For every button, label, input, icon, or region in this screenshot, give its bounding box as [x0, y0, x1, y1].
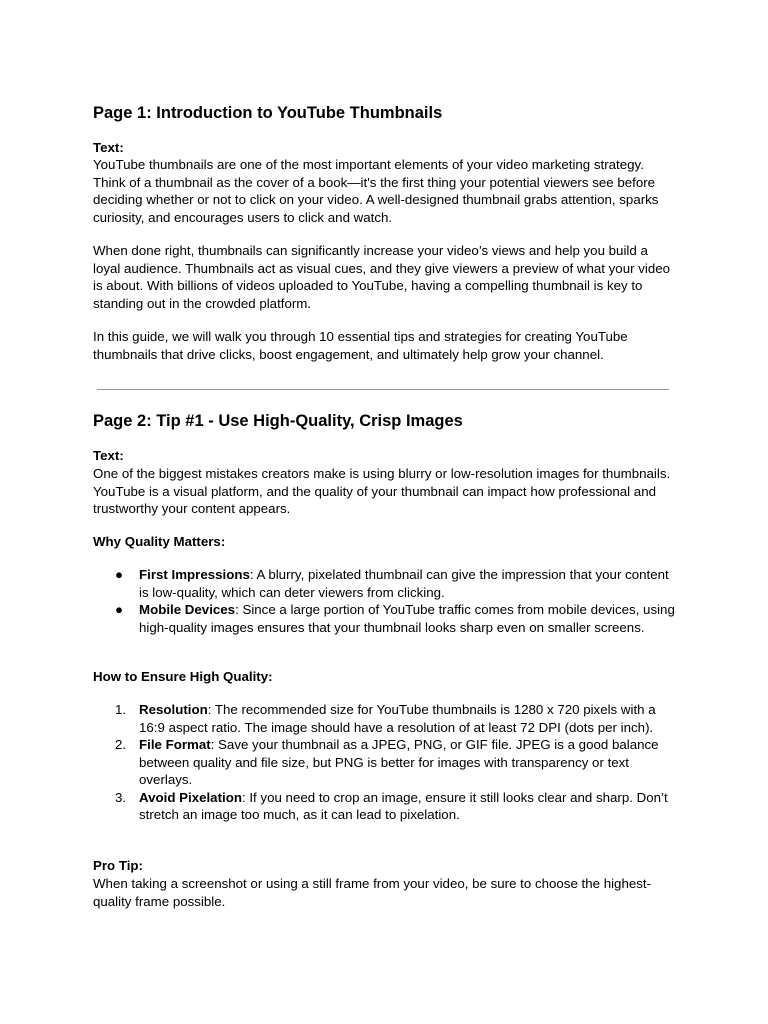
section2-intro: One of the biggest mistakes creators make is using blurry or low-resolution images for thumbnails. YouTube is a visual platform, and the quality of your thumbnail can impact how professional and trustworthy your content appears.: [93, 466, 671, 516]
bullet-marker: ●: [115, 602, 124, 617]
section1-paragraph-1: YouTube thumbnails are one of the most important elements of your video marketing strategy. Think of a thumbnail as the cover of a book—it's the first thing your potential viewers see before deciding whether or not to click on your video. A well-designed thumbnail grabs attention, sparks curiosity, and encourages users to click and watch.: [93, 157, 659, 225]
section1-heading: Page 1: Introduction to YouTube Thumbnails: [93, 104, 443, 122]
pro-tip-text: When taking a screenshot or using a still frame from your video, be sure to choose the highest-quality frame possible.: [93, 876, 652, 909]
section2-text-label: Text:: [93, 448, 124, 463]
step-number: 1.: [115, 702, 127, 717]
list-item: [93, 736, 678, 789]
list-item: [93, 789, 678, 824]
bullet-term: Mobile Devices: [139, 602, 236, 617]
step-term: Avoid Pixelation: [139, 789, 242, 805]
bullet-text: : A blurry, pixelated thumbnail can give the impression that your content is low-quality, which can deter viewers from clicking.: [139, 567, 669, 600]
quality-steps-list: [93, 701, 678, 824]
section1-paragraph-2: When done right, thumbnails can significantly increase your video’s views and help you build a loyal audience. Thumbnails act as visual cues, and they give viewers a preview of what your video is about. With billions of videos uploaded to YouTube, having a compelling thumbnail is key to standing out in the crowded platform.: [93, 243, 670, 311]
section1-paragraph-3: In this guide, we will walk you through 10 essential tips and strategies for creating YouTube thumbnails that drive clicks, boost engagement, and ultimately help grow your channel.: [93, 329, 628, 362]
section1-text-label: Text:: [93, 140, 124, 155]
step-term: File Format: [139, 737, 211, 752]
section-divider: [97, 389, 669, 390]
step-text: : Save your thumbnail as a JPEG, PNG, or GIF file. JPEG is a good balance between quality and file size, but PNG is better for images with transparency or text overlays.: [139, 737, 659, 787]
quality-bullet-list: [93, 566, 678, 636]
list-item: [93, 566, 678, 601]
bullet-marker: ●: [115, 567, 124, 582]
step-term: Resolution: [139, 702, 208, 717]
step-text: : The recommended size for YouTube thumbnails is 1280 x 720 pixels with a 16:9 aspect ratio. The image should have a resolution of at least 72 DPI (dots per inch).: [139, 702, 656, 735]
step-number: 3.: [115, 789, 127, 805]
step-text: : If you need to crop an image, ensure it still looks clear and sharp. Don’t stretch an image too much, as it can lead to pixelation.: [139, 789, 668, 822]
step-number: 2.: [115, 737, 127, 752]
section2-heading: Page 2: Tip #1 - Use High-Quality, Crisp Images: [93, 412, 463, 430]
how-to-ensure-label: How to Ensure High Quality:: [93, 669, 273, 684]
bullet-text: : Since a large portion of YouTube traffic comes from mobile devices, using high-quality images ensures that your thumbnail looks sharp even on smaller screens.: [139, 602, 675, 635]
pro-tip-label: Pro Tip:: [93, 858, 143, 873]
list-item: [93, 701, 678, 736]
bullet-term: First Impressions: [139, 567, 250, 582]
list-item: [93, 601, 678, 636]
why-quality-label: Why Quality Matters:: [93, 534, 226, 549]
